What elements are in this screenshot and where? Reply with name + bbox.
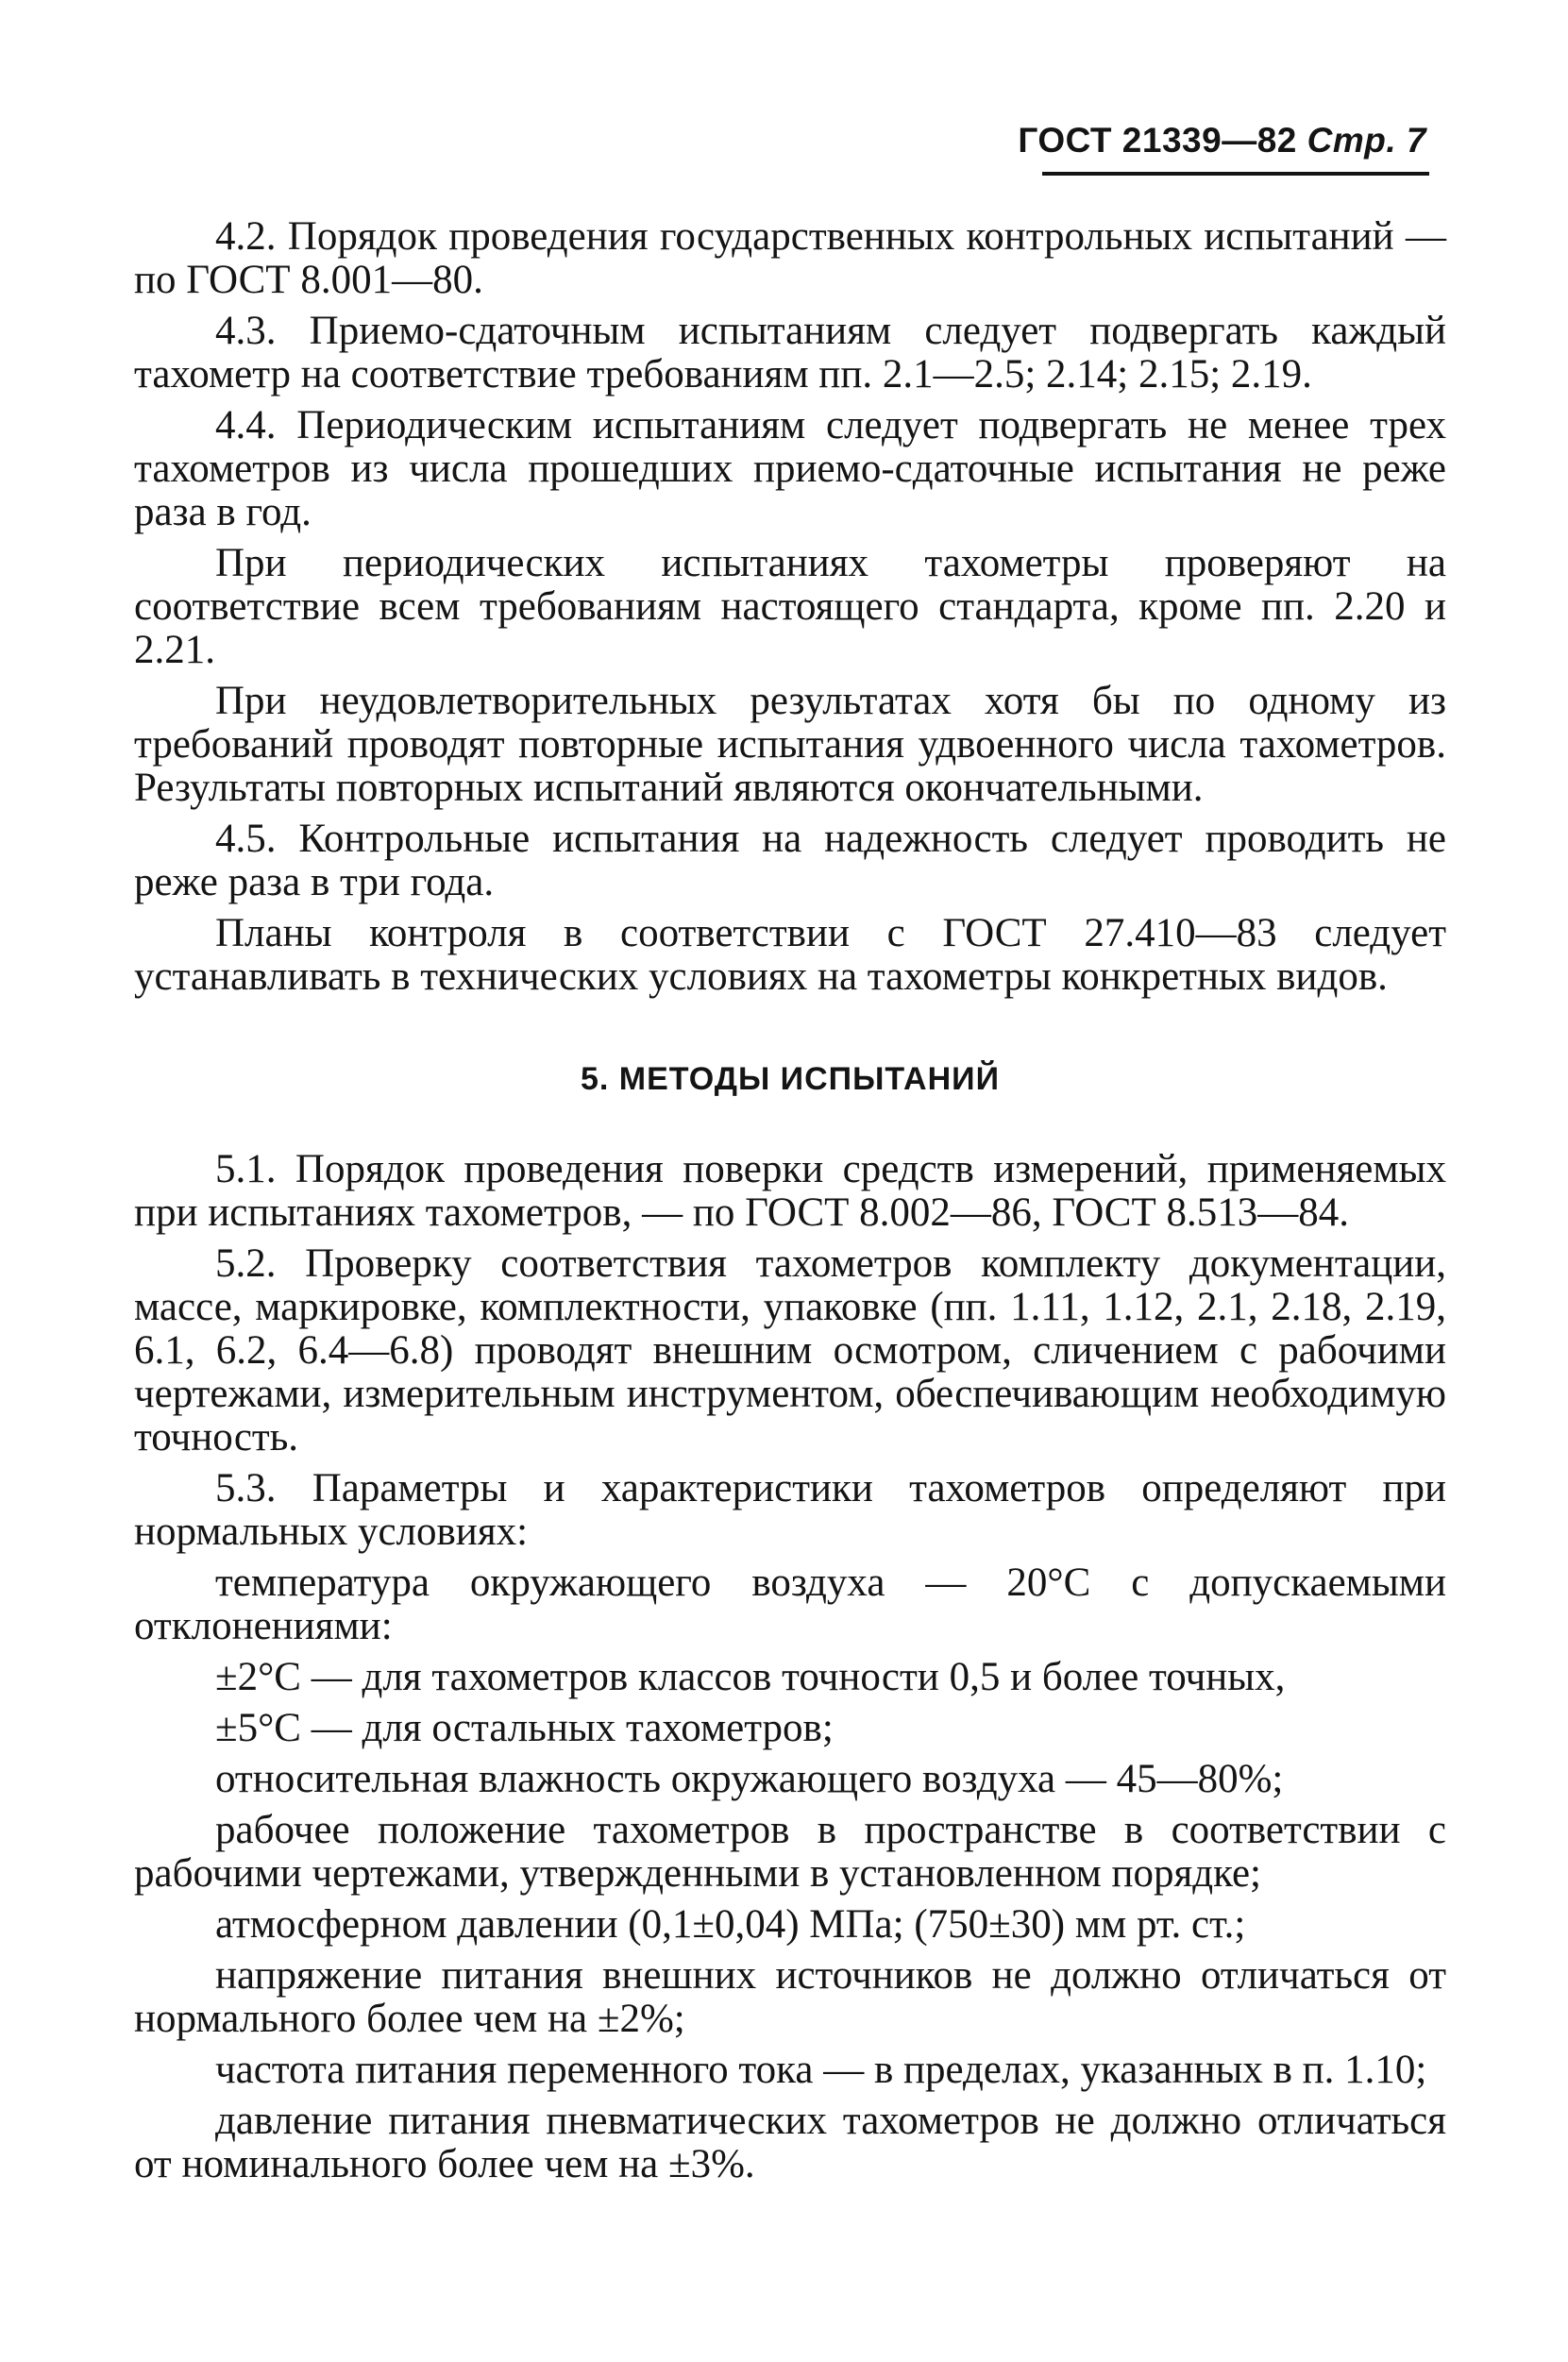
standard-number: ГОСТ 21339—82 — [1018, 121, 1297, 160]
condition-humidity: относительная влажность окружающего воздуха — 45—80%; — [215, 1757, 1284, 1801]
paragraph-4-5-plans: Планы контроля в соответствии с ГОСТ 27.410—83 следует устанавливать в технических условиях на тахометры конкретных видов. — [134, 911, 1446, 999]
paragraph-5-3: 5.3. Параметры и характеристики тахометров определяют при нормальных условиях: — [134, 1466, 1446, 1554]
header-divider — [1042, 172, 1429, 176]
paragraph-5-2: 5.2. Проверку соответствия тахометров комплекту документации, массе, маркировке, комплектности, упаковке (пп. 1.11, 1.12, 2.1, 2.18, 2.19, 6.1, 6.2, 6.4—6.8) проводят внешним осмотром, сличением с рабочими чертежами, измерительным инструментом, обеспечивающим необходимую точность. — [134, 1241, 1446, 1459]
paragraph-4-4-periodic: При периодических испытаниях тахометры проверяют на соответствие всем требованиям настоящего стандарта, кроме пп. 2.20 и 2.21. — [134, 541, 1446, 672]
condition-voltage: напряжение питания внешних источников не должно отличаться от нормального более чем на ±2%; — [134, 1953, 1446, 2041]
condition-pressure: атмосферном давлении (0,1±0,04) МПа; (750±30) мм рт. ст.; — [215, 1902, 1246, 1947]
condition-position: рабочее положение тахометров в пространстве в соответствии с рабочими чертежами, утвержденными в установленном порядке; — [134, 1808, 1446, 1896]
condition-temperature: температура окружающего воздуха — 20°С с допускаемыми отклонениями: — [134, 1561, 1446, 1648]
condition-tolerance-other: ±5°С — для остальных тахометров; — [215, 1706, 834, 1750]
page-number: Стр. 7 — [1307, 121, 1426, 160]
paragraph-4-5: 4.5. Контрольные испытания на надежность следует проводить не реже раза в три года. — [134, 817, 1446, 904]
paragraph-4-4-repeat: При неудовлетворительных результатах хотя бы по одному из требований проводят повторные испытания удвоенного числа тахометров. Результаты повторных испытаний являются окончательными. — [134, 679, 1446, 810]
paragraph-4-2: 4.2. Порядок проведения государственных контрольных испытаний — по ГОСТ 8.001—80. — [134, 214, 1446, 302]
section-5-heading: 5. МЕТОДЫ ИСПЫТАНИЙ — [581, 1061, 1000, 1097]
condition-frequency: частота питания переменного тока — в пределах, указанных в п. 1.10; — [215, 2048, 1427, 2092]
condition-pneumatic-pressure: давление питания пневматических тахометров не должно отличаться от номинального более чем на ±3%. — [134, 2099, 1446, 2186]
condition-tolerance-precise: ±2°С — для тахометров классов точности 0,5 и более точных, — [215, 1655, 1286, 1699]
paragraph-5-1: 5.1. Порядок проведения поверки средств измерений, применяемых при испытаниях тахометров, — по ГОСТ 8.002—86, ГОСТ 8.513—84. — [134, 1147, 1446, 1235]
paragraph-4-4: 4.4. Периодическим испытаниям следует подвергать не менее трех тахометров из числа прошедших приемо-сдаточные испытания не реже раза в год. — [134, 403, 1446, 534]
page-header — [1018, 121, 1426, 160]
document-body — [134, 215, 1446, 2194]
paragraph-4-3: 4.3. Приемо-сдаточным испытаниям следует подвергать каждый тахометр на соответствие требованиям пп. 2.1—2.5; 2.14; 2.15; 2.19. — [134, 309, 1446, 396]
